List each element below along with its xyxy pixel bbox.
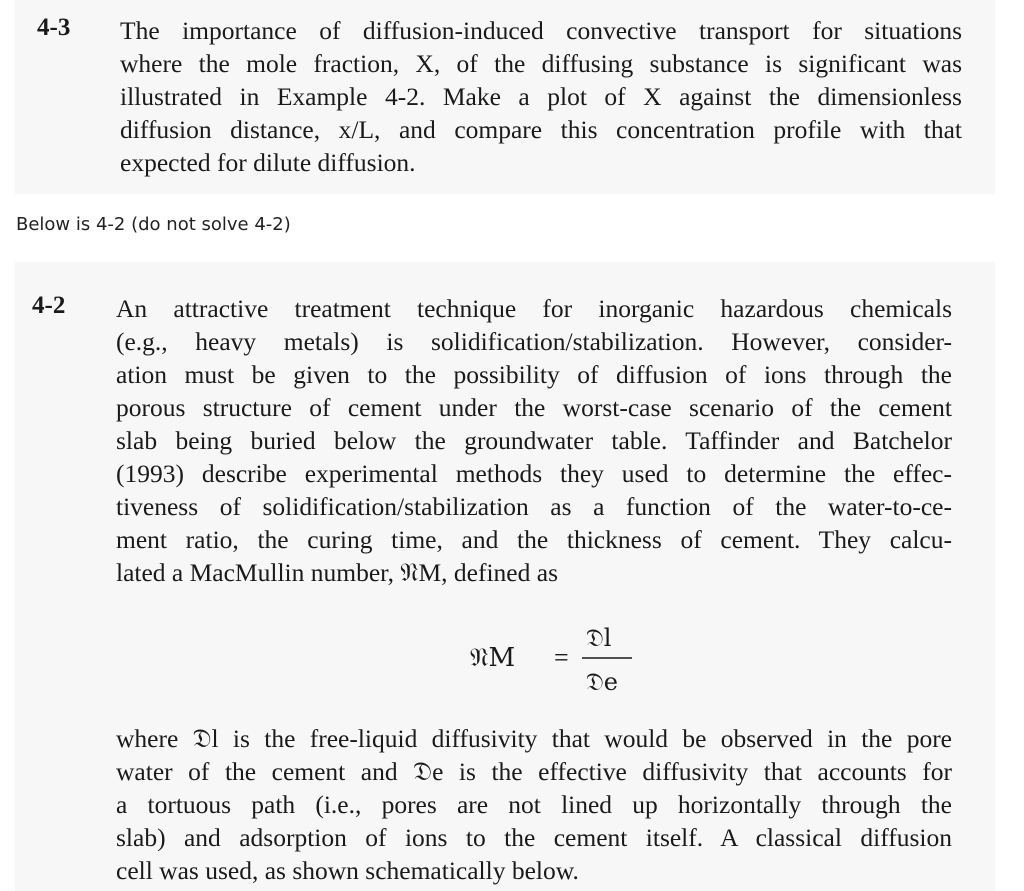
equation-equals: = — [554, 643, 569, 672]
problem-number-4-2: 4-2 — [32, 292, 66, 319]
text-line: porous structure of cement under the worst-case scenario of the cement — [116, 393, 952, 422]
text-line: The importance of diffusion-induced convective transport for situations — [120, 16, 962, 45]
problem-4-2-text-b — [116, 722, 952, 887]
problem-number-4-3: 4-3 — [37, 14, 71, 41]
macmullin-equation — [470, 612, 650, 702]
equation-denominator: 𝔇e — [586, 668, 619, 696]
problem-4-3-text — [120, 14, 962, 179]
text-line: water of the cement and 𝔇e is the effective diffusivity that accounts for — [116, 757, 952, 786]
text-line: (e.g., heavy metals) is solidification/stabilization. However, consider- — [116, 327, 952, 356]
problem-4-2-text-a — [116, 292, 952, 589]
text-line: illustrated in Example 4-2. Make a plot of X against the dimensionless — [120, 82, 962, 111]
text-line: tiveness of solidification/stabilization as a function of the water-to-ce- — [116, 492, 952, 521]
text-line: a tortuous path (i.e., pores are not lined up horizontally through the — [116, 790, 952, 819]
text-line: where the mole fraction, X, of the diffusing substance is significant was — [120, 49, 962, 78]
text-line: expected for dilute diffusion. — [120, 148, 416, 177]
text-line: where 𝔇l is the free-liquid diffusivity that would be observed in the pore — [116, 724, 952, 753]
text-line: cell was used, as shown schematically below. — [116, 856, 579, 885]
text-line: lated a MacMullin number, 𝔑M, defined as — [116, 558, 558, 587]
text-line: An attractive treatment technique for inorganic hazardous chemicals — [116, 294, 952, 323]
equation-lhs: 𝔑M — [470, 643, 516, 673]
text-line: ment ratio, the curing time, and the thickness of cement. They calcu- — [116, 525, 952, 554]
text-line: (1993) describe experimental methods they used to determine the effec- — [116, 459, 952, 488]
equation-numerator: 𝔇l — [586, 624, 612, 652]
text-line: slab) and adsorption of ions to the cement itself. A classical diffusion — [116, 823, 952, 852]
text-line: slab being buried below the groundwater table. Taffinder and Batchelor — [116, 426, 952, 455]
text-line: diffusion distance, x/L, and compare this concentration profile with that — [120, 115, 962, 144]
text-line: ation must be given to the possibility of diffusion of ions through the — [116, 360, 952, 389]
note-text: Below is 4-2 (do not solve 4-2) — [16, 214, 291, 235]
